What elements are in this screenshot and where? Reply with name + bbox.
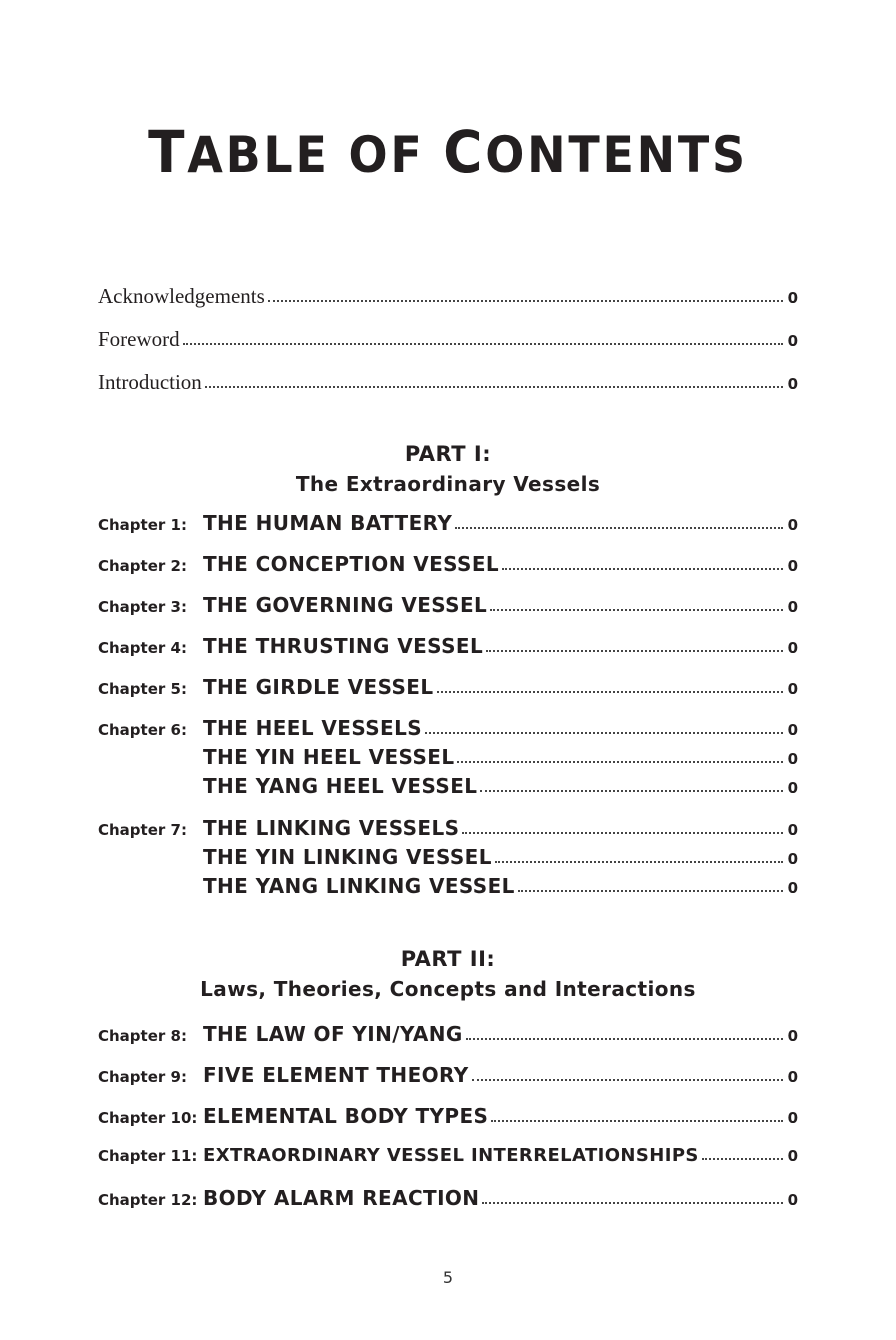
dot-leader [490,608,783,611]
dot-leader [462,831,783,834]
page-number: 0 [787,750,798,768]
chapter-number: Chapter 7: [98,821,187,839]
dot-leader [205,385,783,388]
toc-entry-yang-linking[interactable] [98,874,798,904]
page-folio: 5 [442,1268,454,1287]
dot-leader [480,789,783,792]
page-number: 0 [787,516,798,534]
chapter-title: ELEMENTAL BODY TYPES [203,1104,489,1128]
toc-entry-yin-linking[interactable] [98,845,798,875]
section-title: THE YIN HEEL VESSEL [203,745,455,769]
page-number: 0 [787,332,798,350]
toc-entry-chapter-12[interactable] [98,1186,798,1216]
toc-entry-chapter-3[interactable] [98,593,798,623]
chapter-number: Chapter 9: [98,1068,187,1086]
dot-leader [425,731,783,734]
dot-leader [502,567,783,570]
chapter-title: THE LINKING VESSELS [203,816,460,840]
dot-leader [495,860,783,863]
chapter-title: THE GIRDLE VESSEL [203,675,434,699]
dot-leader [518,889,783,892]
toc-entry-chapter-1[interactable] [98,511,798,541]
toc-entry-chapter-7[interactable] [98,816,798,846]
chapter-number: Chapter 11: [98,1147,198,1165]
toc-entry-chapter-9[interactable] [98,1063,798,1093]
part-1-heading [0,442,896,496]
toc-entry-chapter-4[interactable] [98,634,798,664]
title-initial-2: C [443,118,486,186]
dot-leader [466,1037,783,1040]
part-subtitle: Laws, Theories, Concepts and Interactions [200,977,696,1001]
title-rest-2: ONTENTS [485,126,748,184]
entry-label: Foreword [98,327,180,351]
dot-leader [455,526,783,529]
toc-entry-chapter-2[interactable] [98,552,798,582]
section-title: THE YIN LINKING VESSEL [203,845,492,869]
page-title [36,118,860,186]
toc-entry-foreword[interactable] [98,327,798,357]
page-number: 0 [787,680,798,698]
title-initial-1: T [148,118,188,186]
toc-entry-chapter-5[interactable] [98,675,798,705]
dot-leader [183,342,783,345]
toc-entry-chapter-10[interactable] [98,1104,798,1134]
dot-leader [491,1119,783,1122]
page-number: 0 [787,721,798,739]
chapter-number: Chapter 5: [98,680,187,698]
chapter-number: Chapter 12: [98,1191,198,1209]
chapter-title: THE HUMAN BATTERY [203,511,453,535]
chapter-number: Chapter 2: [98,557,187,575]
page-number: 0 [787,821,798,839]
chapter-number: Chapter 3: [98,598,187,616]
page-number: 0 [787,1191,798,1209]
page-number: 0 [787,879,798,897]
toc-entry-acknowledgements[interactable] [98,284,798,314]
page-number: 0 [787,639,798,657]
toc-entry-yin-heel[interactable] [98,745,798,775]
section-title: THE YANG HEEL VESSEL [203,774,478,798]
chapter-number: Chapter 8: [98,1027,187,1045]
part-subtitle: The Extraordinary Vessels [295,472,601,496]
page-number: 0 [787,557,798,575]
toc-entry-introduction[interactable] [98,370,798,400]
entry-label: Acknowledgements [98,284,265,308]
chapter-title: THE CONCEPTION VESSEL [203,552,500,576]
page-number: 0 [787,375,798,393]
page-number: 0 [787,779,798,797]
chapter-title: THE GOVERNING VESSEL [203,593,488,617]
dot-leader [486,649,783,652]
toc-entry-chapter-11[interactable] [98,1145,798,1175]
chapter-title: BODY ALARM REACTION [203,1186,480,1210]
chapter-title: FIVE ELEMENT THEORY [203,1063,469,1087]
toc-entry-yang-heel[interactable] [98,774,798,804]
section-title: THE YANG LINKING VESSEL [203,874,515,898]
entry-label: Introduction [98,370,202,394]
dot-leader [472,1078,783,1081]
chapter-title: THE LAW OF YIN/YANG [203,1022,463,1046]
toc-entry-chapter-6[interactable] [98,716,798,746]
page-number: 0 [787,1109,798,1127]
chapter-number: Chapter 4: [98,639,187,657]
title-rest-1: ABLE OF [187,126,444,184]
chapter-title: THE HEEL VESSELS [203,716,423,740]
chapter-number: Chapter 10: [98,1109,198,1127]
chapter-title: THE THRUSTING VESSEL [203,634,484,658]
page-number: 0 [787,598,798,616]
chapter-number: Chapter 6: [98,721,187,739]
page-number: 0 [787,850,798,868]
dot-leader [702,1157,783,1160]
page-number: 0 [787,1147,798,1165]
part-2-heading [0,947,896,1001]
page-number: 0 [787,289,798,307]
chapter-number: Chapter 1: [98,516,187,534]
dot-leader [482,1201,783,1204]
chapter-title: EXTRAORDINARY VESSEL INTERRELATIONSHIPS [203,1145,699,1166]
dot-leader [268,299,783,302]
page-number: 0 [787,1068,798,1086]
part-label: PART II: [400,947,496,971]
toc-entry-chapter-8[interactable] [98,1022,798,1052]
dot-leader [457,760,783,763]
part-label: PART I: [404,442,492,466]
dot-leader [437,690,784,693]
page-number: 0 [787,1027,798,1045]
